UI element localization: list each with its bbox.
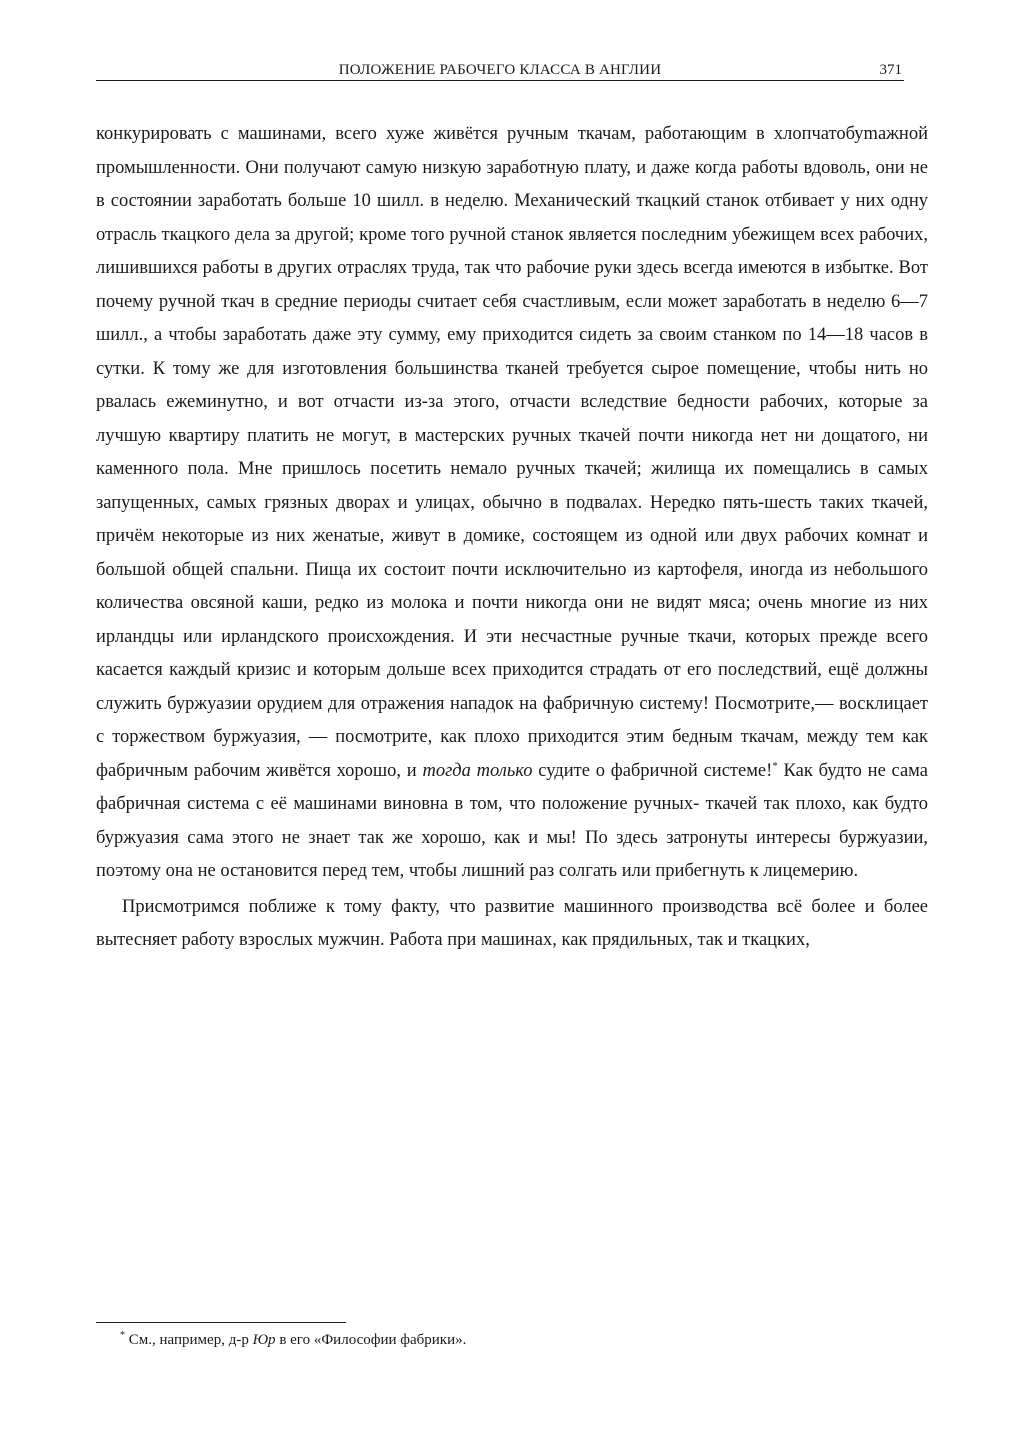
body-text <box>96 118 928 958</box>
paragraph-2: Присмотримся поближе к тому факту, что развитие машинного производства всё более и более вытесняет работу взрослых мужчин. Работа при машинах, как прядильных, так и ткацких, <box>96 896 928 950</box>
footnote <box>120 1330 820 1350</box>
running-header <box>96 60 904 81</box>
paragraph-1 <box>96 118 928 889</box>
footnote-reference[interactable]: * <box>772 759 778 772</box>
footnote-text-b: в его «Философии фабрики». <box>275 1332 467 1348</box>
page-number: 371 <box>879 62 902 78</box>
paragraph-1-text-c: Как будто не сама фабричная система с её машинами виновна в том, что положение ручных- ткачей так плохо, как будто буржуазия сама этого не знает так же хорошо, как и мы! По здесь затронуты интересы буржуазии, поэтому она не остановится перед тем, чтобы лишний раз солгать или прибегнуть к лицемерию. <box>96 760 928 881</box>
paragraph-1-text-a: конкурировать с машинами, всего хуже живётся ручным ткачам, работающим в хлопчатобуmажной промышленности. Они получают самую низкую заработную плату, и даже когда работы вдоволь, они не в состоянии заработать больше 10 шилл. в неделю. Механический ткацкий станок отбивает у них одну отрасль ткацкого дела за другой; кроме того ручной станок является последним убежищем всех рабочих, лишившихся работы в других отраслях труда, так что рабочие руки здесь всегда имеются в избытке. Вот почему ручной ткач в средние периоды считает себя счастливым, если может заработать в неделю 6—7 шилл., а чтобы заработать даже эту сумму, ему приходится сидеть за своим станком по 14—18 часов в сутки. К тому же для изготовления большинства тканей требуется сырое помещение, чтобы нить но рвалась ежеминутно, и вот отчасти из-за этого, отчасти вследствие бедности рабочих, которые за лучшую квартиру платить не могут, в мастерских ручных ткачей почти никогда нет ни дощатого, ни каменного пола. Мне пришлось посетить немало ручных ткачей; жилища их помещались в самых запущенных, самых грязных дворах и улицах, обычно в подвалах. Нередко пять-шесть таких ткачей, причём некоторые из них женатые, живут в домике, состоящем из одной или двух рабочих комнат и большой общей спальни. Пища их состоит почти исключительно из картофеля, иногда из небольшого количества овсяной каши, редко из молока и почти никогда они не видят мяса; очень многие из них ирландцы или ирландского происхождения. И эти несчастные ручные ткачи, которых прежде всего касается каждый кризис и которым дольше всех приходится страдать от его последствий, ещё должны служить буржуазии орудием для отражения нападок на фабричную систему! Посмотрите,— восклицает с торжеством буржуазия, — посмотрите, как плохо приходится этим бедным ткачам, между тем как фабричным рабочим живётся хорошо, и <box>96 124 928 781</box>
running-title: ПОЛОЖЕНИЕ РАБОЧЕГО КЛАССА В АНГЛИИ <box>338 62 662 78</box>
footnote-text-a: См., например, д-р <box>125 1332 253 1348</box>
footnote-separator <box>96 1322 346 1323</box>
footnote-mark: * <box>120 1330 125 1341</box>
emphasis-tolko: тогда только <box>422 760 533 781</box>
footnote-author: Юр <box>252 1332 276 1348</box>
paragraph-1-text-b: судите о фабричной системе! <box>532 760 773 781</box>
